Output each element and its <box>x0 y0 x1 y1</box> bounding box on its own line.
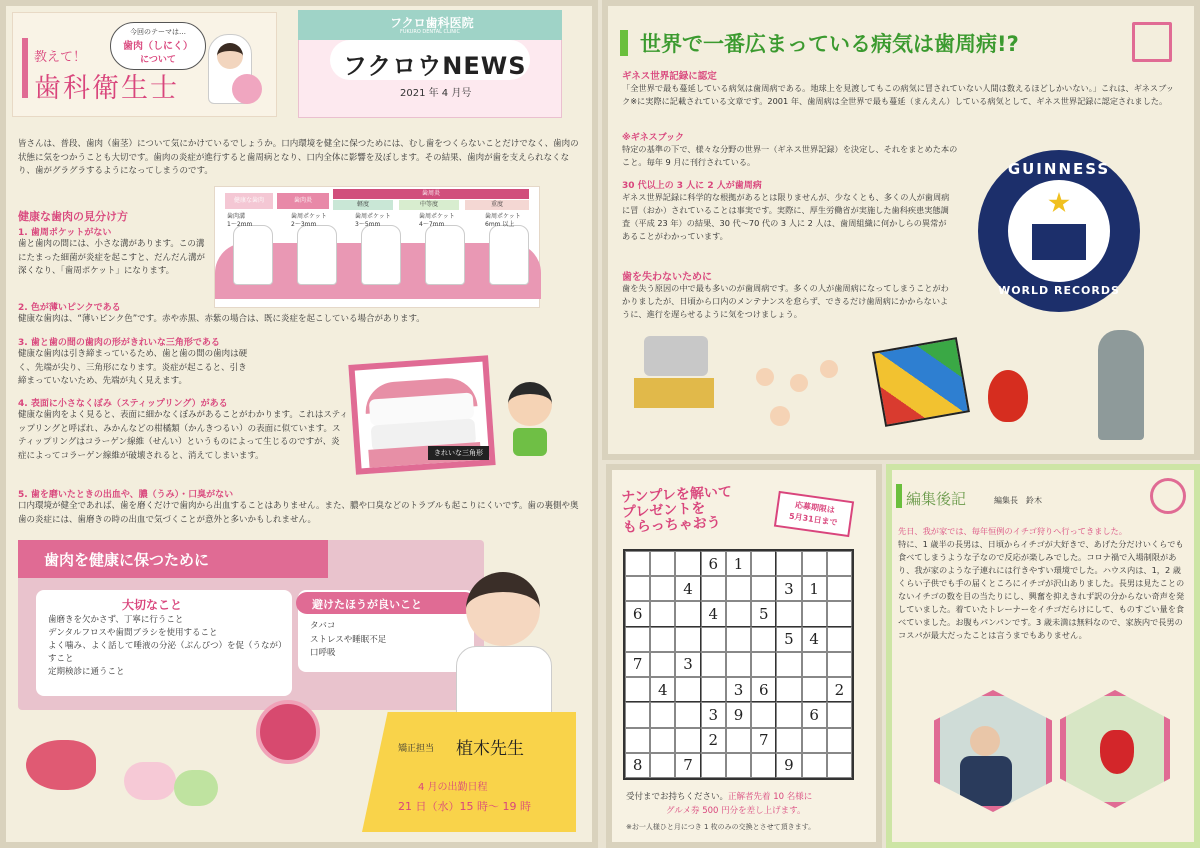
stage-moderate: 中等度 <box>399 200 459 210</box>
sudoku-cell[interactable]: 6 <box>701 551 726 576</box>
sudoku-cell[interactable] <box>751 551 776 576</box>
footer-note: ※お一人様ひと月につき 1 枚のみの交換とさせて頂きます。 <box>626 823 816 831</box>
puzzle-title: ナンプレを解いて プレゼントを もらっちゃおう <box>620 484 733 536</box>
sudoku-cell[interactable] <box>701 652 726 677</box>
sudoku-cell[interactable]: 3 <box>701 702 726 727</box>
guinness-logo <box>978 150 1140 312</box>
boy-illustration <box>498 382 564 462</box>
sweet-decoration <box>124 762 176 800</box>
sudoku-cell[interactable] <box>625 551 650 576</box>
sudoku-cell[interactable]: 3 <box>675 652 700 677</box>
sudoku-cell[interactable]: 7 <box>751 728 776 753</box>
hygienist-title: 歯科衛生士 <box>34 73 179 104</box>
sudoku-cell[interactable] <box>726 728 751 753</box>
editor-lead: 先日、我が家では、毎年恒例のイチゴ狩りへ行ってきました。 <box>898 526 1127 536</box>
lunar-module-illustration <box>634 336 718 426</box>
lose-title: 歯を失わないために <box>622 272 712 283</box>
sudoku-cell[interactable] <box>802 652 827 677</box>
sudoku-cell[interactable]: 6 <box>802 702 827 727</box>
sudoku-cell[interactable] <box>701 576 726 601</box>
depth-label: 歯周ポケット 4〜7mm <box>419 213 455 228</box>
sudoku-cell[interactable] <box>675 627 700 652</box>
note-body: 特定の基準の下で、様々な分野の世界一（ギネス世界記録）を決定し、それをまとめた本のこと。毎年 9 月に刊行されている。 <box>622 144 958 167</box>
sudoku-cell[interactable]: 3 <box>776 576 801 601</box>
editor-role: 編集長 鈴木 <box>994 496 1042 505</box>
footer-prize: グルメ券 500 円分を差し上げます。 <box>666 806 806 816</box>
sudoku-cell[interactable] <box>802 601 827 626</box>
stage-mild: 軽度 <box>333 200 393 210</box>
photo-caption: きれいな三角形 <box>428 446 489 460</box>
sudoku-cell[interactable]: 5 <box>776 627 801 652</box>
avoid-title: 避けたほうが良いこと <box>312 598 422 611</box>
stage-healthy: 健康な歯肉 <box>225 193 273 209</box>
keep-healthy-title: 歯肉を健康に保つために <box>44 551 210 569</box>
sudoku-cell[interactable] <box>675 677 700 702</box>
point-4-title: 4. 表面に小さなくぼみ（スティップリング）がある <box>18 399 228 409</box>
pepper-illustration <box>988 370 1028 422</box>
important-item: よく噛み、よく話して唾液の分泌（ぶんぴつ）を促（うなが）すこと <box>48 641 283 664</box>
sudoku-cell[interactable]: 4 <box>802 627 827 652</box>
point-2-title: 2. 色が薄いピンクである <box>18 303 121 313</box>
sudoku-cell[interactable] <box>625 702 650 727</box>
sudoku-cell[interactable] <box>625 677 650 702</box>
knot-decoration <box>1150 478 1186 514</box>
lose-body: 歯を失う原因の中で最も多いのが歯周病です。多くの人が歯周病になってしまうことがわかりましたが、日頃から口内のメンテナンスを怠らず、できるだけ歯周病にかからないように、進行を遅らせるように気をつけましょう。 <box>622 283 949 319</box>
sudoku-grid[interactable] <box>623 549 854 780</box>
sudoku-cell[interactable] <box>827 601 852 626</box>
sudoku-cell[interactable] <box>827 576 852 601</box>
intro-text: 皆さんは、普段、歯肉（歯茎）について気にかけているでしょうか。口内環境を健全に保つためには、むし歯をつくらないことだけでなく、歯肉の状態に気をつかうことも大切です。歯肉の炎症が進行すると歯周病となり、口内全体に影響を及ぼします。その結果、歯肉が歯を支えられなくなり、歯がグラグラするようになってしまうのです。 <box>18 139 579 176</box>
point-1-body: 歯と歯肉の間には、小さな溝があります。この溝にたまった細菌が炎症を起こすと、だんだん溝が深くなり、「歯周ポケット」になります。 <box>18 239 206 276</box>
sudoku-cell[interactable] <box>802 677 827 702</box>
stat-title: 30 代以上の 3 人に 2 人が歯周病 <box>622 181 762 191</box>
temari-ball <box>256 700 320 764</box>
stage-gingivitis: 歯肉炎 <box>277 193 329 209</box>
sweet-decoration <box>174 770 218 806</box>
point-3-body: 健康な歯肉は引き締まっているため、歯と歯の間の歯肉は硬く、先端が尖り、三角形になります。炎症が起こると、引き締まっていないため、先端が丸く見えます。 <box>18 349 248 386</box>
sudoku-cell[interactable] <box>827 753 852 778</box>
point-5-title: 5. 歯を磨いたときの出血や、膿（うみ）・口臭がない <box>18 490 234 500</box>
sudoku-cell[interactable] <box>776 702 801 727</box>
sudoku-cell[interactable] <box>625 627 650 652</box>
avoid-list <box>310 620 460 661</box>
doctor-role: 矯正担当 <box>398 744 435 754</box>
buddha-statue-illustration <box>1098 330 1144 440</box>
sudoku-cell[interactable]: 4 <box>701 601 726 626</box>
sudoku-cell[interactable] <box>802 551 827 576</box>
sudoku-cell[interactable] <box>675 728 700 753</box>
important-list <box>48 614 284 679</box>
sudoku-cell[interactable] <box>650 627 675 652</box>
important-title: 大切なこと <box>122 598 183 612</box>
sudoku-cell[interactable] <box>751 627 776 652</box>
guinness-title: ギネス世界記録に認定 <box>622 71 717 82</box>
gum-diagram <box>214 186 540 308</box>
sudoku-cell[interactable] <box>776 551 801 576</box>
sudoku-cell[interactable] <box>802 728 827 753</box>
sudoku-cell[interactable] <box>675 551 700 576</box>
sudoku-cell[interactable] <box>751 652 776 677</box>
sudoku-cell[interactable] <box>650 576 675 601</box>
sudoku-cell[interactable] <box>650 753 675 778</box>
sudoku-cell[interactable] <box>726 627 751 652</box>
sudoku-cell[interactable]: 3 <box>726 677 751 702</box>
sudoku-cell[interactable] <box>776 601 801 626</box>
doctor-illustration <box>440 572 570 722</box>
sudoku-cell[interactable]: 8 <box>625 753 650 778</box>
important-item: デンタルフロスや歯間ブラシを使用すること <box>48 628 218 638</box>
sudoku-cell[interactable] <box>827 652 852 677</box>
point-2-body: 健康な歯肉は、“薄いピンク色”です。赤や赤黒、赤紫の場合は、既に炎症を起こしている場合があります。 <box>18 314 425 324</box>
pattern-decoration <box>1132 22 1172 62</box>
theme-word: 歯肉（しにく） <box>123 41 193 52</box>
sudoku-cell[interactable] <box>776 728 801 753</box>
issue-label: 2021 年 4 月号 <box>400 88 472 99</box>
news-title: フクロウNEWS <box>343 52 527 80</box>
stat-body: ギネス世界記録に科学的な根拠があるとは限りませんが、少なくとも、多くの人が歯周病に冒（おか）されていることは事実です。実際に、厚生労働省が実施した歯科疾患実態調査（平成 23 年）の結果、30 代〜70 代の 3 人に 2 人は、歯周組織に何かしらの異常があることがわかっています。 <box>622 192 950 241</box>
sudoku-cell[interactable] <box>827 627 852 652</box>
clinic-name: フクロ歯科医院 <box>390 16 474 30</box>
depth-label: 歯周ポケット 2〜3mm <box>291 213 327 228</box>
important-item: 定期検診に通うこと <box>48 667 125 677</box>
sudoku-cell[interactable] <box>726 652 751 677</box>
sudoku-cell[interactable] <box>751 702 776 727</box>
sudoku-cell[interactable]: 6 <box>625 601 650 626</box>
editor-panel <box>886 464 1200 848</box>
sudoku-cell[interactable] <box>726 753 751 778</box>
point-3-title: 3. 歯と歯の間の歯肉の形がきれいな三角形である <box>18 338 220 348</box>
sudoku-cell[interactable] <box>751 576 776 601</box>
sudoku-cell[interactable]: 2 <box>701 728 726 753</box>
note-title: ※ギネスブック <box>622 133 684 143</box>
stage-periodontitis: 歯周炎 <box>333 189 529 199</box>
sudoku-cell[interactable] <box>625 576 650 601</box>
teach-label: 教えて！ <box>34 50 87 65</box>
sudoku-cell[interactable] <box>675 702 700 727</box>
stage-severe: 重度 <box>465 200 529 210</box>
doctor-name: 植木先生 <box>456 739 524 759</box>
clinic-name-en: FUKURO DENTAL CLINIC <box>400 29 461 35</box>
sudoku-cell[interactable]: 6 <box>751 677 776 702</box>
sudoku-cell[interactable] <box>701 753 726 778</box>
point-1-title: 1. 歯周ポケットがない <box>18 228 112 238</box>
sudoku-cell[interactable]: 1 <box>802 576 827 601</box>
sudoku-cell[interactable] <box>625 728 650 753</box>
avoid-item: 口呼吸 <box>310 648 336 658</box>
section-title: 健康な歯肉の見分け方 <box>18 210 128 223</box>
depth-label: 歯周ポケット 3〜5mm <box>355 213 391 228</box>
deadline-badge: 応募期限は 5月31日まで <box>774 491 854 537</box>
avoid-item: タバコ <box>310 621 336 631</box>
sudoku-cell[interactable]: 1 <box>726 551 751 576</box>
schedule-box <box>362 712 576 832</box>
sudoku-cell[interactable] <box>701 627 726 652</box>
sudoku-cell[interactable] <box>802 753 827 778</box>
sudoku-cell[interactable]: 5 <box>751 601 776 626</box>
sudoku-cell[interactable]: 4 <box>675 576 700 601</box>
theme-bubble <box>110 22 206 70</box>
sudoku-cell[interactable] <box>650 728 675 753</box>
depth-label: 歯肉溝 1〜2mm <box>227 213 253 228</box>
sudoku-cell[interactable] <box>827 702 852 727</box>
point-4-body: 健康な歯肉をよく見ると、表面に細かなくぼみがあることがわかります。これはスティップリングと呼ばれ、みかんなどの柑橘類（かんきつるい）の表面に似ています。スティップリングはコラーゲン線維（せんい）というものによって生じるのですが、炎症によってコラーゲン線維が破壊されると、消えてしまいます。 <box>18 410 348 461</box>
footer-line: 正解者先着 10 名様に <box>728 792 813 802</box>
sudoku-cell[interactable] <box>650 652 675 677</box>
sudoku-cell[interactable]: 9 <box>776 753 801 778</box>
sudoku-cell[interactable] <box>650 551 675 576</box>
editor-title: 編集後記 <box>906 490 967 508</box>
schedule-time: 21 日（水）15 時〜 19 時 <box>398 800 531 813</box>
sudoku-cell[interactable] <box>650 702 675 727</box>
sudoku-cell[interactable] <box>827 551 852 576</box>
guinness-logo-top: GUINNESS <box>1007 160 1111 178</box>
theme-about: について <box>140 55 176 65</box>
fish-decoration <box>26 740 96 790</box>
schedule-title: 4 月の出勤日程 <box>418 782 488 793</box>
point-5-body: 口内環境が健全であれば、歯を磨くだけで歯肉から出血することはありません。また、膿や口臭などのトラブルも起こりにくいです。歯の裏側や奥歯の炎症には、歯磨きの時の出血で気づくことが意外と多いかもしれません。 <box>18 501 579 525</box>
sudoku-cell[interactable] <box>751 753 776 778</box>
editor-body: 特に、1 歳半の長男は、日頃からイチゴが大好きで、あげた分だけいくらでも食べてしまうような子なので反応が楽しみでした。コロナ禍で入場制限があり、我が家のような子連れには行きやすい環境でした。ハウス内は、1，2 歳くらい子供でも手の届くところにイチゴが沢山ありました。長男は見たことのないイチゴの数を目の当たりにし、興奮を抑えきれず訳の分からない奇声を発していました。着ていたトレーナーをイチゴだらけにして、ものすごい量を食べていました。お腹もパンパンです。3 歳未満は無料なので、家族内で長男のコスパが最大だったことは言うまでもありません。 <box>898 539 1185 640</box>
sudoku-cell[interactable] <box>827 728 852 753</box>
sudoku-cell[interactable]: 7 <box>675 753 700 778</box>
sudoku-cell[interactable]: 4 <box>650 677 675 702</box>
guinness-logo-bottom: WORLD RECORDS <box>998 284 1120 297</box>
sudoku-cell[interactable]: 7 <box>625 652 650 677</box>
sudoku-cell[interactable] <box>650 601 675 626</box>
puzzle-footer <box>626 790 876 802</box>
sudoku-cell[interactable] <box>701 677 726 702</box>
sudoku-cell[interactable] <box>675 601 700 626</box>
avoid-item: ストレスや睡眠不足 <box>310 634 387 645</box>
kids-illustration <box>750 354 860 434</box>
sudoku-cell[interactable]: 9 <box>726 702 751 727</box>
footer-line: 受付までお持ちください。 <box>626 792 729 802</box>
sudoku-cell[interactable] <box>726 601 751 626</box>
sudoku-cell[interactable] <box>776 652 801 677</box>
rubiks-cube-illustration <box>872 337 970 427</box>
periodontal-title: 世界で一番広まっている病気は歯周病!? <box>640 32 1019 56</box>
important-item: 歯磨きを欠かさず、丁寧に行うこと <box>48 615 184 625</box>
sudoku-cell[interactable] <box>726 576 751 601</box>
depth-label: 歯周ポケット 6mm 以上 <box>485 213 521 228</box>
theme-intro: 今回のテーマは… <box>130 28 186 36</box>
sudoku-cell[interactable]: 2 <box>827 677 852 702</box>
sudoku-cell[interactable] <box>776 677 801 702</box>
flower-decoration <box>232 74 262 104</box>
guinness-body: 「全世界で最も蔓延している病気は歯周病である。地球上を見渡してもこの病気に冒されていない人間は数えるほどしかいない。」これは、ギネスブック※に実際に記載されている文章です。2001 年、歯周病は全世界で最も蔓延（まんえん）している病気として、ギネス世界記録に認定されました。 <box>622 83 1174 106</box>
